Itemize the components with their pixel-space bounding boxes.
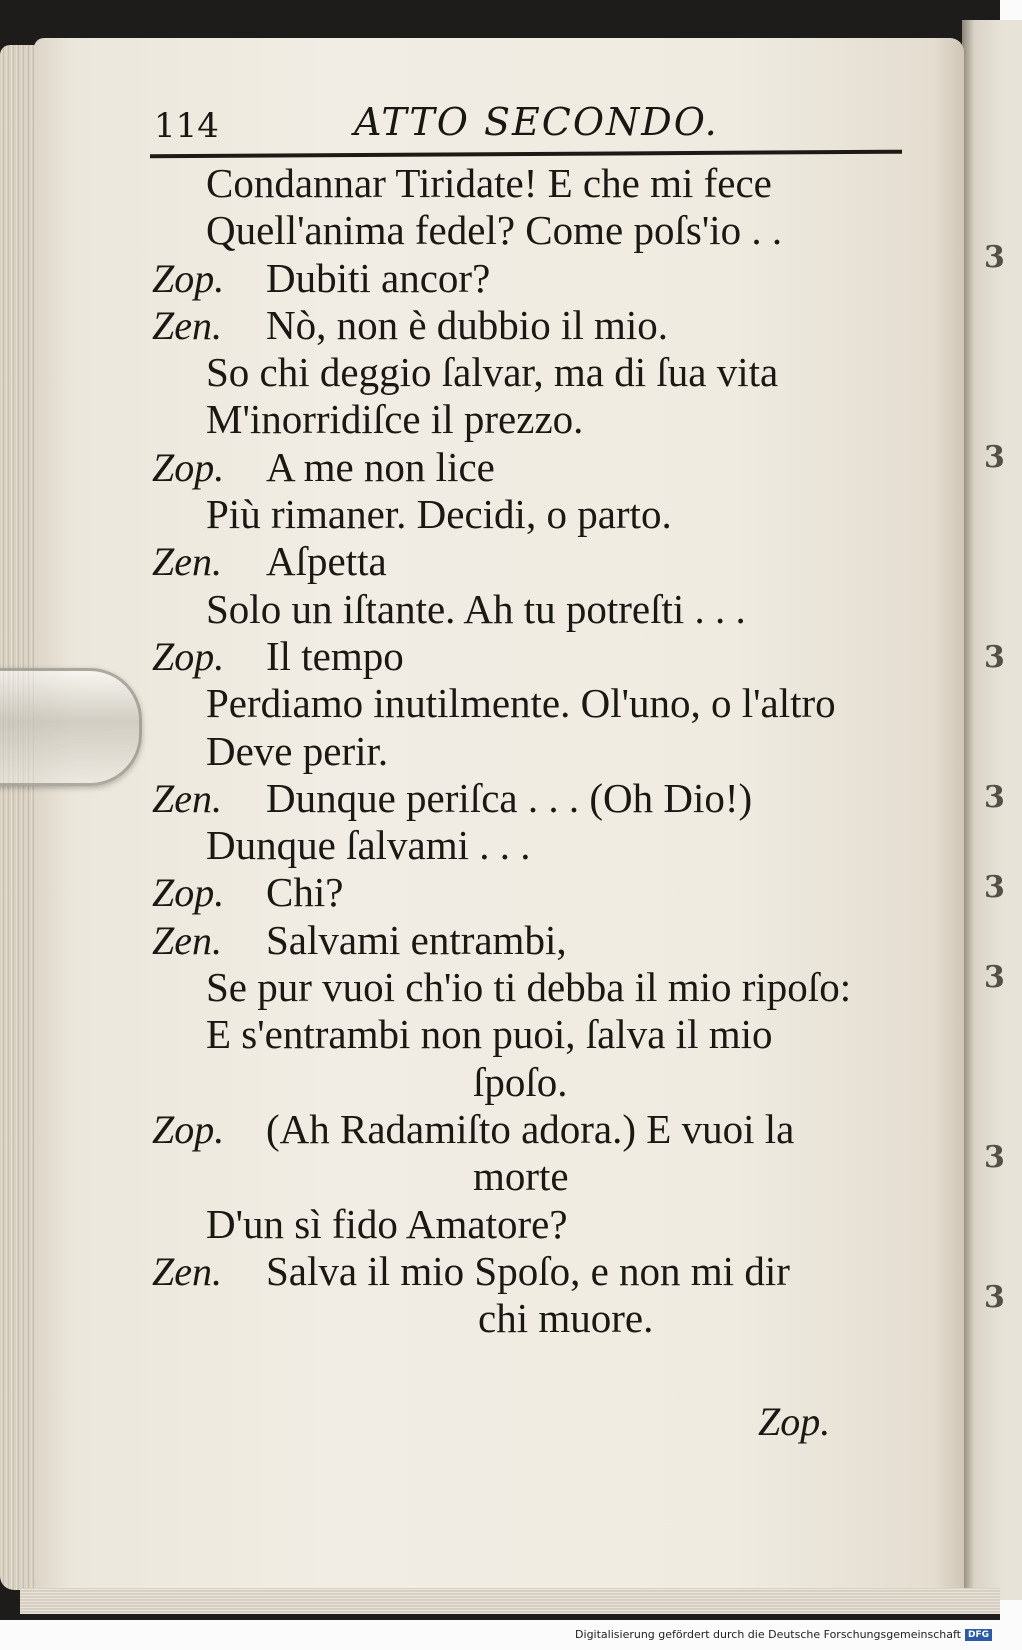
text-line xyxy=(148,633,908,680)
line-text: Aſpetta xyxy=(266,538,387,585)
speaker-label: Zop. xyxy=(152,633,225,679)
speaker-label: Zen. xyxy=(152,775,222,821)
line-text: Nò, non è dubbio il mio. xyxy=(266,301,669,348)
text-line xyxy=(148,302,908,349)
line-text: Quell'anima fedel? Come poſs'io . . xyxy=(206,207,783,254)
page-number: 114 xyxy=(154,106,219,146)
line-text: So chi deggio ſalvar, ma di ſua vita xyxy=(206,349,779,396)
text-line xyxy=(148,869,908,916)
line-text: Dubiti ancor? xyxy=(266,254,491,301)
line-text: Chi? xyxy=(266,869,344,916)
text-line xyxy=(148,396,908,443)
line-text: Dunque periſca . . . (Oh Dio!) xyxy=(266,774,753,821)
text-line xyxy=(148,1295,908,1342)
text-line xyxy=(148,917,908,964)
text-line xyxy=(148,728,908,775)
speaker-label: Zen. xyxy=(152,917,222,963)
dfg-logo: DFG xyxy=(965,1629,992,1641)
speaker-label: Zop. xyxy=(152,444,225,490)
line-text: A me non lice xyxy=(266,443,495,490)
text-line xyxy=(148,349,908,396)
text-line xyxy=(148,964,908,1011)
line-text: M'inorridiſce il prezzo. xyxy=(206,396,584,443)
text-line xyxy=(148,1201,908,1248)
footer-credit xyxy=(575,1628,992,1641)
text-line xyxy=(148,1153,908,1200)
text-line xyxy=(148,538,908,585)
line-text: Solo un iſtante. Ah tu potreſti . . . xyxy=(206,585,746,632)
line-text: Salvami entrambi, xyxy=(266,916,567,963)
text-line xyxy=(148,586,908,633)
speaker-label: Zen. xyxy=(152,1248,222,1294)
line-text: Condannar Tiridate! E che mi fece xyxy=(206,160,772,206)
line-text: Perdiamo inutilmente. Ol'uno, o l'altro xyxy=(206,680,836,727)
line-text: E s'entrambi non puoi, ſalva il mio xyxy=(206,1011,773,1058)
text-line xyxy=(148,255,908,302)
running-head xyxy=(154,98,898,150)
line-text: Più rimaner. Decidi, o parto. xyxy=(206,491,672,538)
facing-page-edge: 3 3 3 3 3 3 3 3 xyxy=(962,20,1022,1600)
page-clip xyxy=(0,668,142,786)
line-text: ſpoſo. xyxy=(473,1058,568,1105)
speaker-label: Zop. xyxy=(152,870,225,916)
speaker-label: Zop. xyxy=(152,1106,225,1152)
text-line xyxy=(148,1059,908,1106)
line-text: (Ah Radamiſto adora.) E vuoi la xyxy=(266,1105,795,1152)
text-line xyxy=(148,822,908,869)
line-text: Deve perir. xyxy=(206,727,389,774)
speaker-label: Zen. xyxy=(152,539,222,585)
text-line xyxy=(148,207,908,254)
text-line xyxy=(148,491,908,538)
footer-credit-text: Digitalisierung gefördert durch die Deutsche Forschungsgemeinschaft xyxy=(575,1628,961,1641)
line-text: D'un sì fido Amatore? xyxy=(206,1200,568,1247)
line-text: Salva il mio Spoſo, e non mi dir xyxy=(266,1247,790,1294)
text-line xyxy=(148,444,908,491)
line-text: morte xyxy=(473,1153,569,1200)
speaker-label: Zop. xyxy=(152,255,225,301)
text-line xyxy=(148,680,908,727)
speaker-label: Zen. xyxy=(152,302,222,348)
line-text: Se pur vuoi ch'io ti debba il mio ripoſo: xyxy=(206,964,852,1011)
line-text: Dunque ſalvami . . . xyxy=(206,822,531,869)
dialogue-text-block xyxy=(148,160,908,1342)
line-text: Il tempo xyxy=(266,632,404,679)
running-title: ATTO SECONDO. xyxy=(354,100,719,144)
text-line xyxy=(148,1011,908,1058)
text-line xyxy=(148,775,908,822)
text-line xyxy=(148,160,908,207)
line-text: chi muore. xyxy=(478,1295,654,1342)
page-bottom-edge xyxy=(20,1588,1000,1614)
text-line xyxy=(148,1106,908,1153)
catchword: Zop. xyxy=(758,1399,831,1444)
text-line xyxy=(148,1248,908,1295)
